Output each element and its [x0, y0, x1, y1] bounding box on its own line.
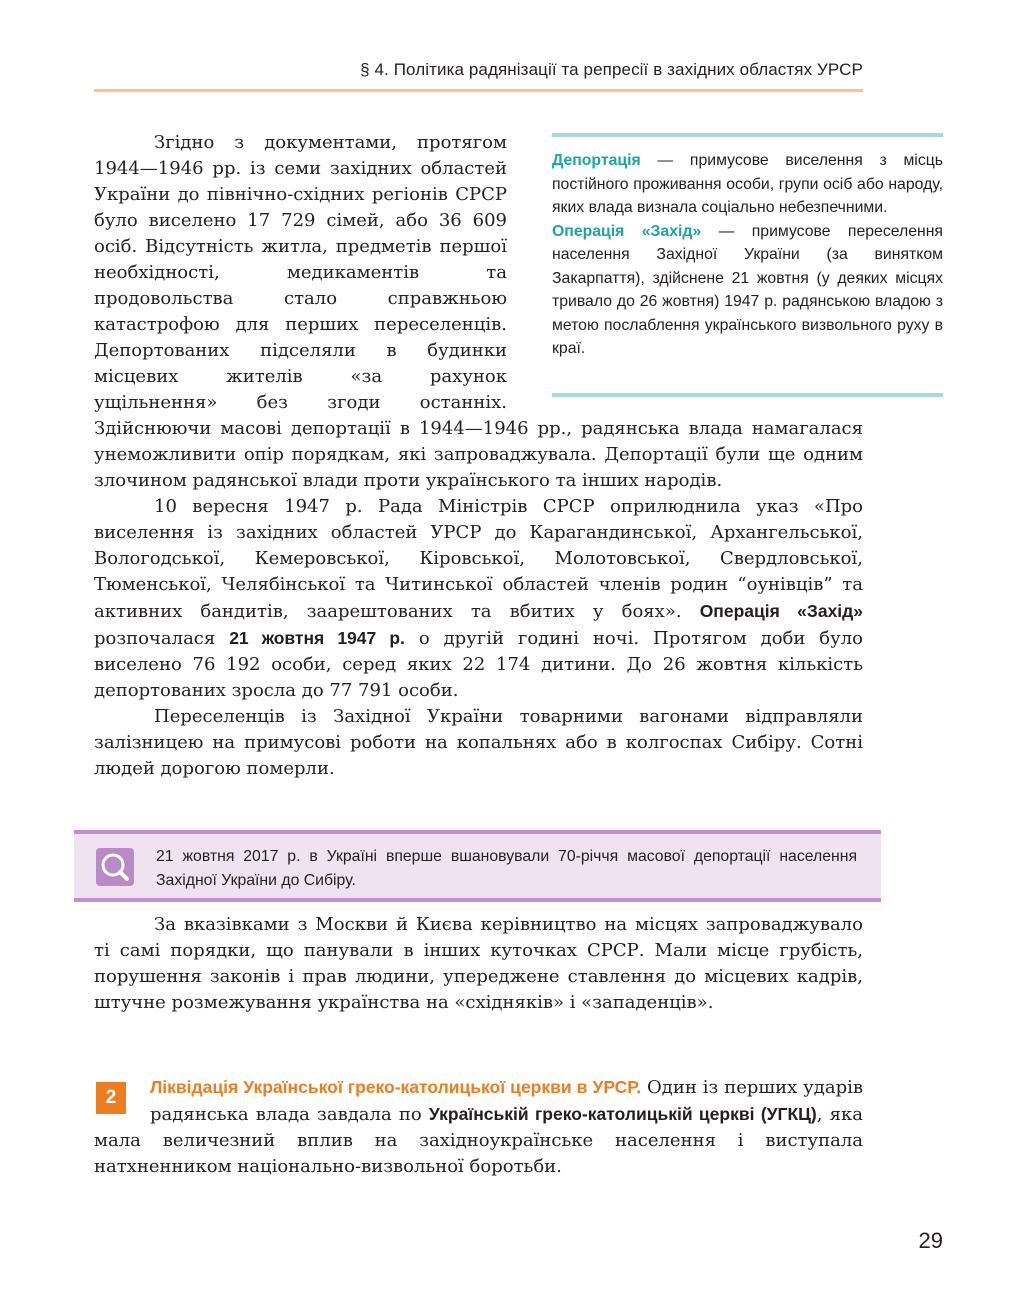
paragraph-4: За вказівками з Москви й Києва керівництво на місцях запроваджувало ті самі порядки, що панували в інших куточках СРСР. Мали місце грубість, порушення законів і прав людини, упереджене ставлення до місцевих кадрів, штучне розмежування українства на «східняків» і «западенців». — [94, 914, 863, 1013]
magnifier-icon — [96, 848, 134, 886]
definition-box — [552, 133, 943, 397]
note-text: 21 жовтня 2017 р. в Україні вперше вшановували 70-річчя масової депортації населення Західної України до Сибіру. — [156, 848, 857, 889]
badge-spacer — [94, 1074, 150, 1126]
bold-operation-name: Операція «Захід» — [699, 601, 864, 621]
main-text-block-2 — [94, 912, 863, 1016]
running-title: § 4. Політика радянізації та репресії в західних областях УРСР — [360, 60, 863, 79]
bold-church-name: Українській греко-католицькій церкві (УГКЦ) — [428, 1104, 817, 1124]
paragraph-1: Згідно з документами, протягом 1944—1946 рр. із семи західних областей України до північно-східних регіонів СРСР було виселено 17 729 сімей, або 36 609 осіб. Відсутність житла, предметів першої необхідності, медикаментів та продовольства стало справжньою катастрофою для перших переселенців. Депортованих підселяли в будинки місцевих жителів «за рахунок ущільнення» без згоди останніх. Здійснюючи масові депортації в 1944—1946 рр., радянська влада намагалася унеможливити опір порядкам, які запроваджувала. Депортації були ще одним злочином радянської влади проти українського та інших народів. — [94, 132, 863, 491]
term-operation-west: Операція «Захід» — [552, 222, 702, 240]
section-title: Ліквідація Української греко-католицької церкви в УРСР. — [150, 1077, 642, 1097]
header-rule — [94, 89, 863, 92]
term-deportation: Депортація — [552, 152, 641, 169]
section-number-badge: 2 — [96, 1082, 126, 1114]
note-callout — [74, 830, 881, 902]
bold-operation-date: 21 жовтня 1947 р. — [229, 628, 405, 648]
page-number: 29 — [918, 1228, 943, 1253]
section-2-paragraph: Ліквідація Української греко-католицької церкви в УРСР. Один із перших ударів радянська влада завдала по Українській греко-католицькій церкві (УГКЦ), яка мала величезний вплив на західноукраїнське населення і виступала натхненником національно-визвольної боротьби. — [94, 1077, 863, 1177]
definition-deportation: Депортація — примусове виселення з місць постійного проживання особи, групи осіб або народу, яких влада визнала соціально небезпечними. — [552, 152, 943, 216]
section-2-block — [94, 1074, 863, 1180]
paragraph-3: Переселенців із Західної України товарними вагонами відправляли залізницею на примусові роботи на копальнях або в колгоспах Сибіру. Сотні людей дорогою померли. — [94, 706, 863, 779]
definition-operation-west: Операція «Захід» — примусове переселення населення Західної України (за винятком Закарпаття), здійснене 21 жовтня (у деяких місцях тривало до 26 жовтня) 1947 р. радянською владою з метою послаблення українського визвольного руху в краї. — [552, 222, 943, 357]
paragraph-2: 10 вересня 1947 р. Рада Міністрів СРСР оприлюднила указ «Про виселення із західних областей УРСР до Карагандинської, Архангельської, Вологодської, Кемеровської, Кіровської, Молотовської, Свердловської, Тюменської, Челябінської та Читинської областей членів родин “оунівців” та активних бандитів, заарештованих та вбитих у боях». Операція «Захід» розпочалася 21 жовтня 1947 р. о другій годині ночі. Протягом доби було виселено 76 192 особи, серед яких 22 174 дитини. До 26 жовтня кількість депортованих зросла до 77 791 особи. — [94, 496, 864, 701]
